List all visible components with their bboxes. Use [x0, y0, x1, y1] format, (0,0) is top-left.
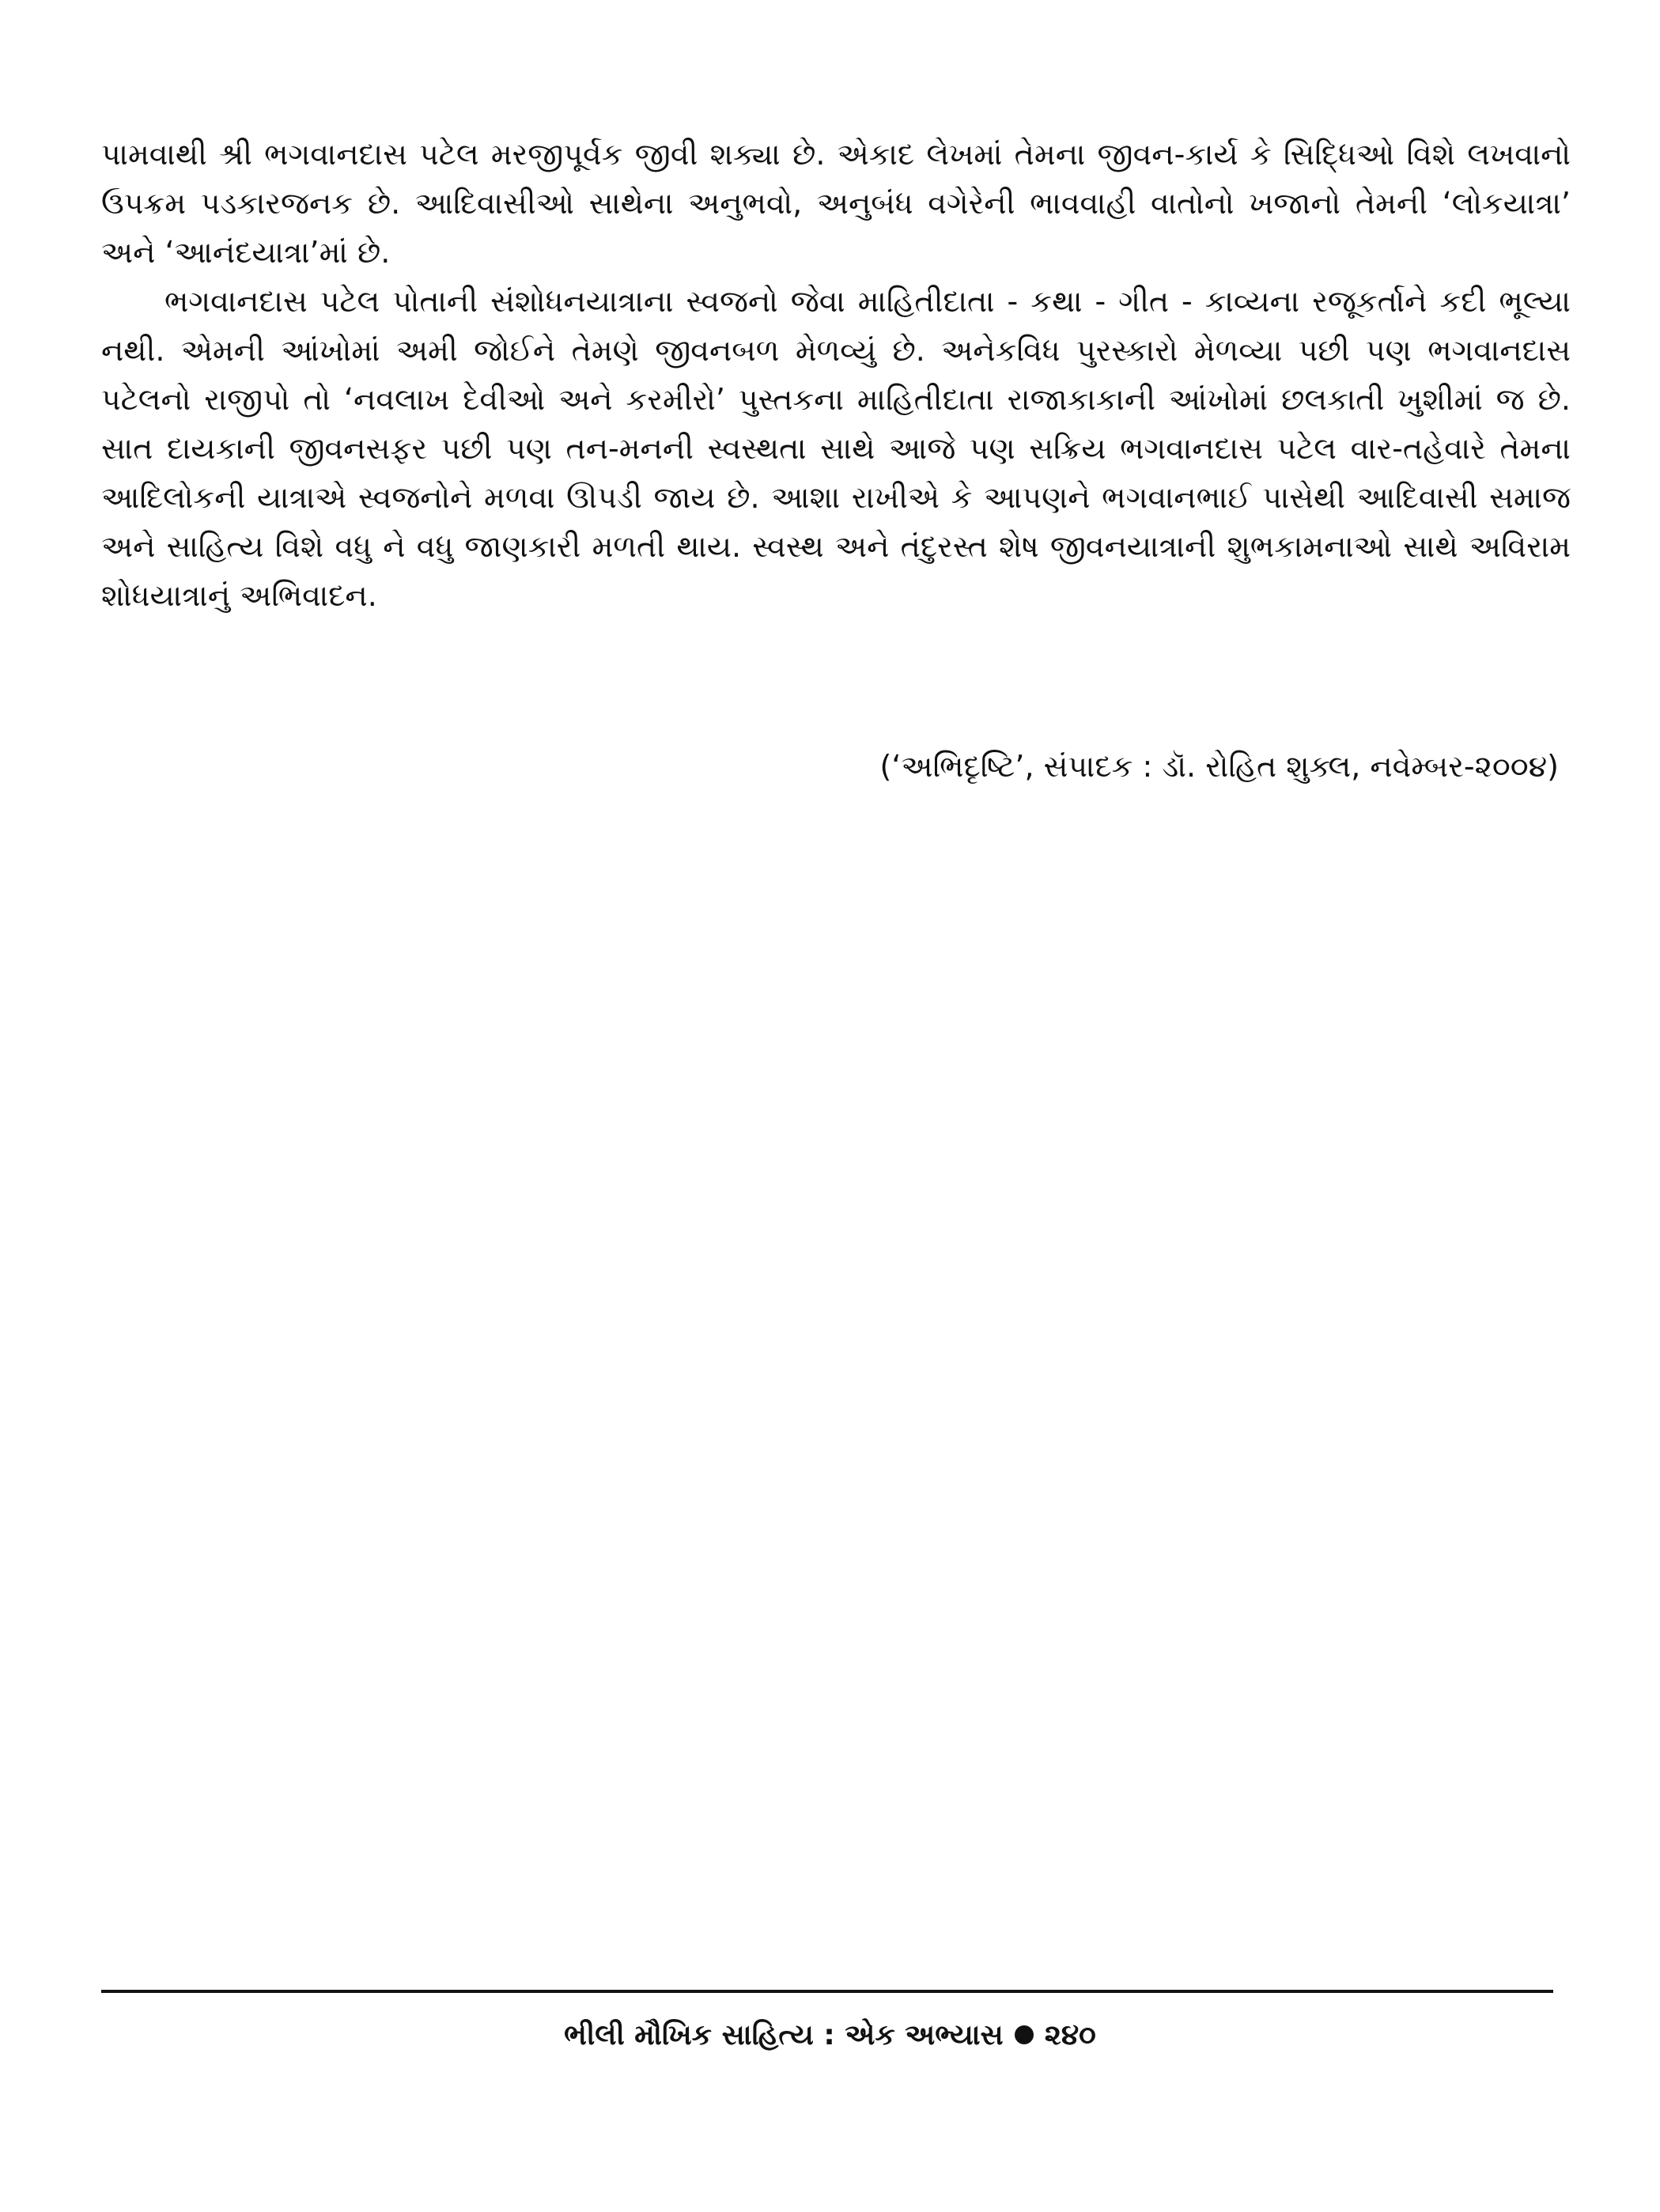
source-citation: (‘અભિદૃષ્ટિ’, સંપાદક : ડૉ. રોહિત શુક્લ, નવેમ્બર-૨૦૦૪): [879, 749, 1559, 784]
footer-book-title: ભીલી મૌખિક સાહિત્ય : એક અભ્યાસ: [564, 2019, 1004, 2051]
page-number: ૨૪૦: [1044, 2019, 1096, 2051]
footer-divider: [101, 1990, 1553, 1993]
bullet-icon: [1015, 2025, 1034, 2044]
page-footer: [0, 2013, 1660, 2058]
body-text: [101, 130, 1571, 620]
paragraph-1: પામવાથી શ્રી ભગવાનદાસ પટેલ મરજીપૂર્વક જીવી શક્યા છે. એકાદ લેખમાં તેમના જીવન-કાર્ય કે સિદ્ધિઓ વિશે લખવાનો ઉપક્રમ પડકારજનક છે. આદિવાસીઓ સાથેના અનુભવો, અનુબંધ વગેરેની ભાવવાહી વાતોનો ખજાનો તેમની ‘લોકયાત્રા’ અને ‘આનંદયાત્રા’માં છે.: [101, 137, 1571, 270]
paragraph-2: ભગવાનદાસ પટેલ પોતાની સંશોધનયાત્રાના સ્વજનો જેવા માહિતીદાતા - કથા - ગીત - કાવ્યના રજૂકર્તાને કદી ભૂલ્યા નથી. એમની આંખોમાં અમી જોઈને તેમણે જીવનબળ મેળવ્યું છે. અનેકવિધ પુરસ્કારો મેળવ્યા પછી પણ ભગવાનદાસ પટેલનો રાજીપો તો ‘નવલાખ દેવીઓ અને કરમીરો’ પુસ્તકના માહિતીદાતા રાજાકાકાની આંખોમાં છલકાતી ખુશીમાં જ છે. સાત દાયકાની જીવનસફર પછી પણ તન-મનની સ્વસ્થતા સાથે આજે પણ સક્રિય ભગવાનદાસ પટેલ વાર-તહેવારે તેમના આદિલોકની યાત્રાએ સ્વજનોને મળવા ઊપડી જાય છે. આશા રાખીએ કે આપણને ભગવાનભાઈ પાસેથી આદિવાસી સમાજ અને સાહિત્ય વિશે વધુ ને વધુ જાણકારી મળતી થાય. સ્વસ્થ અને તંદુરસ્ત શેષ જીવનયાત્રાની શુભકામનાઓ સાથે અવિરામ શોધયાત્રાનું અભિવાદન.: [101, 284, 1571, 613]
